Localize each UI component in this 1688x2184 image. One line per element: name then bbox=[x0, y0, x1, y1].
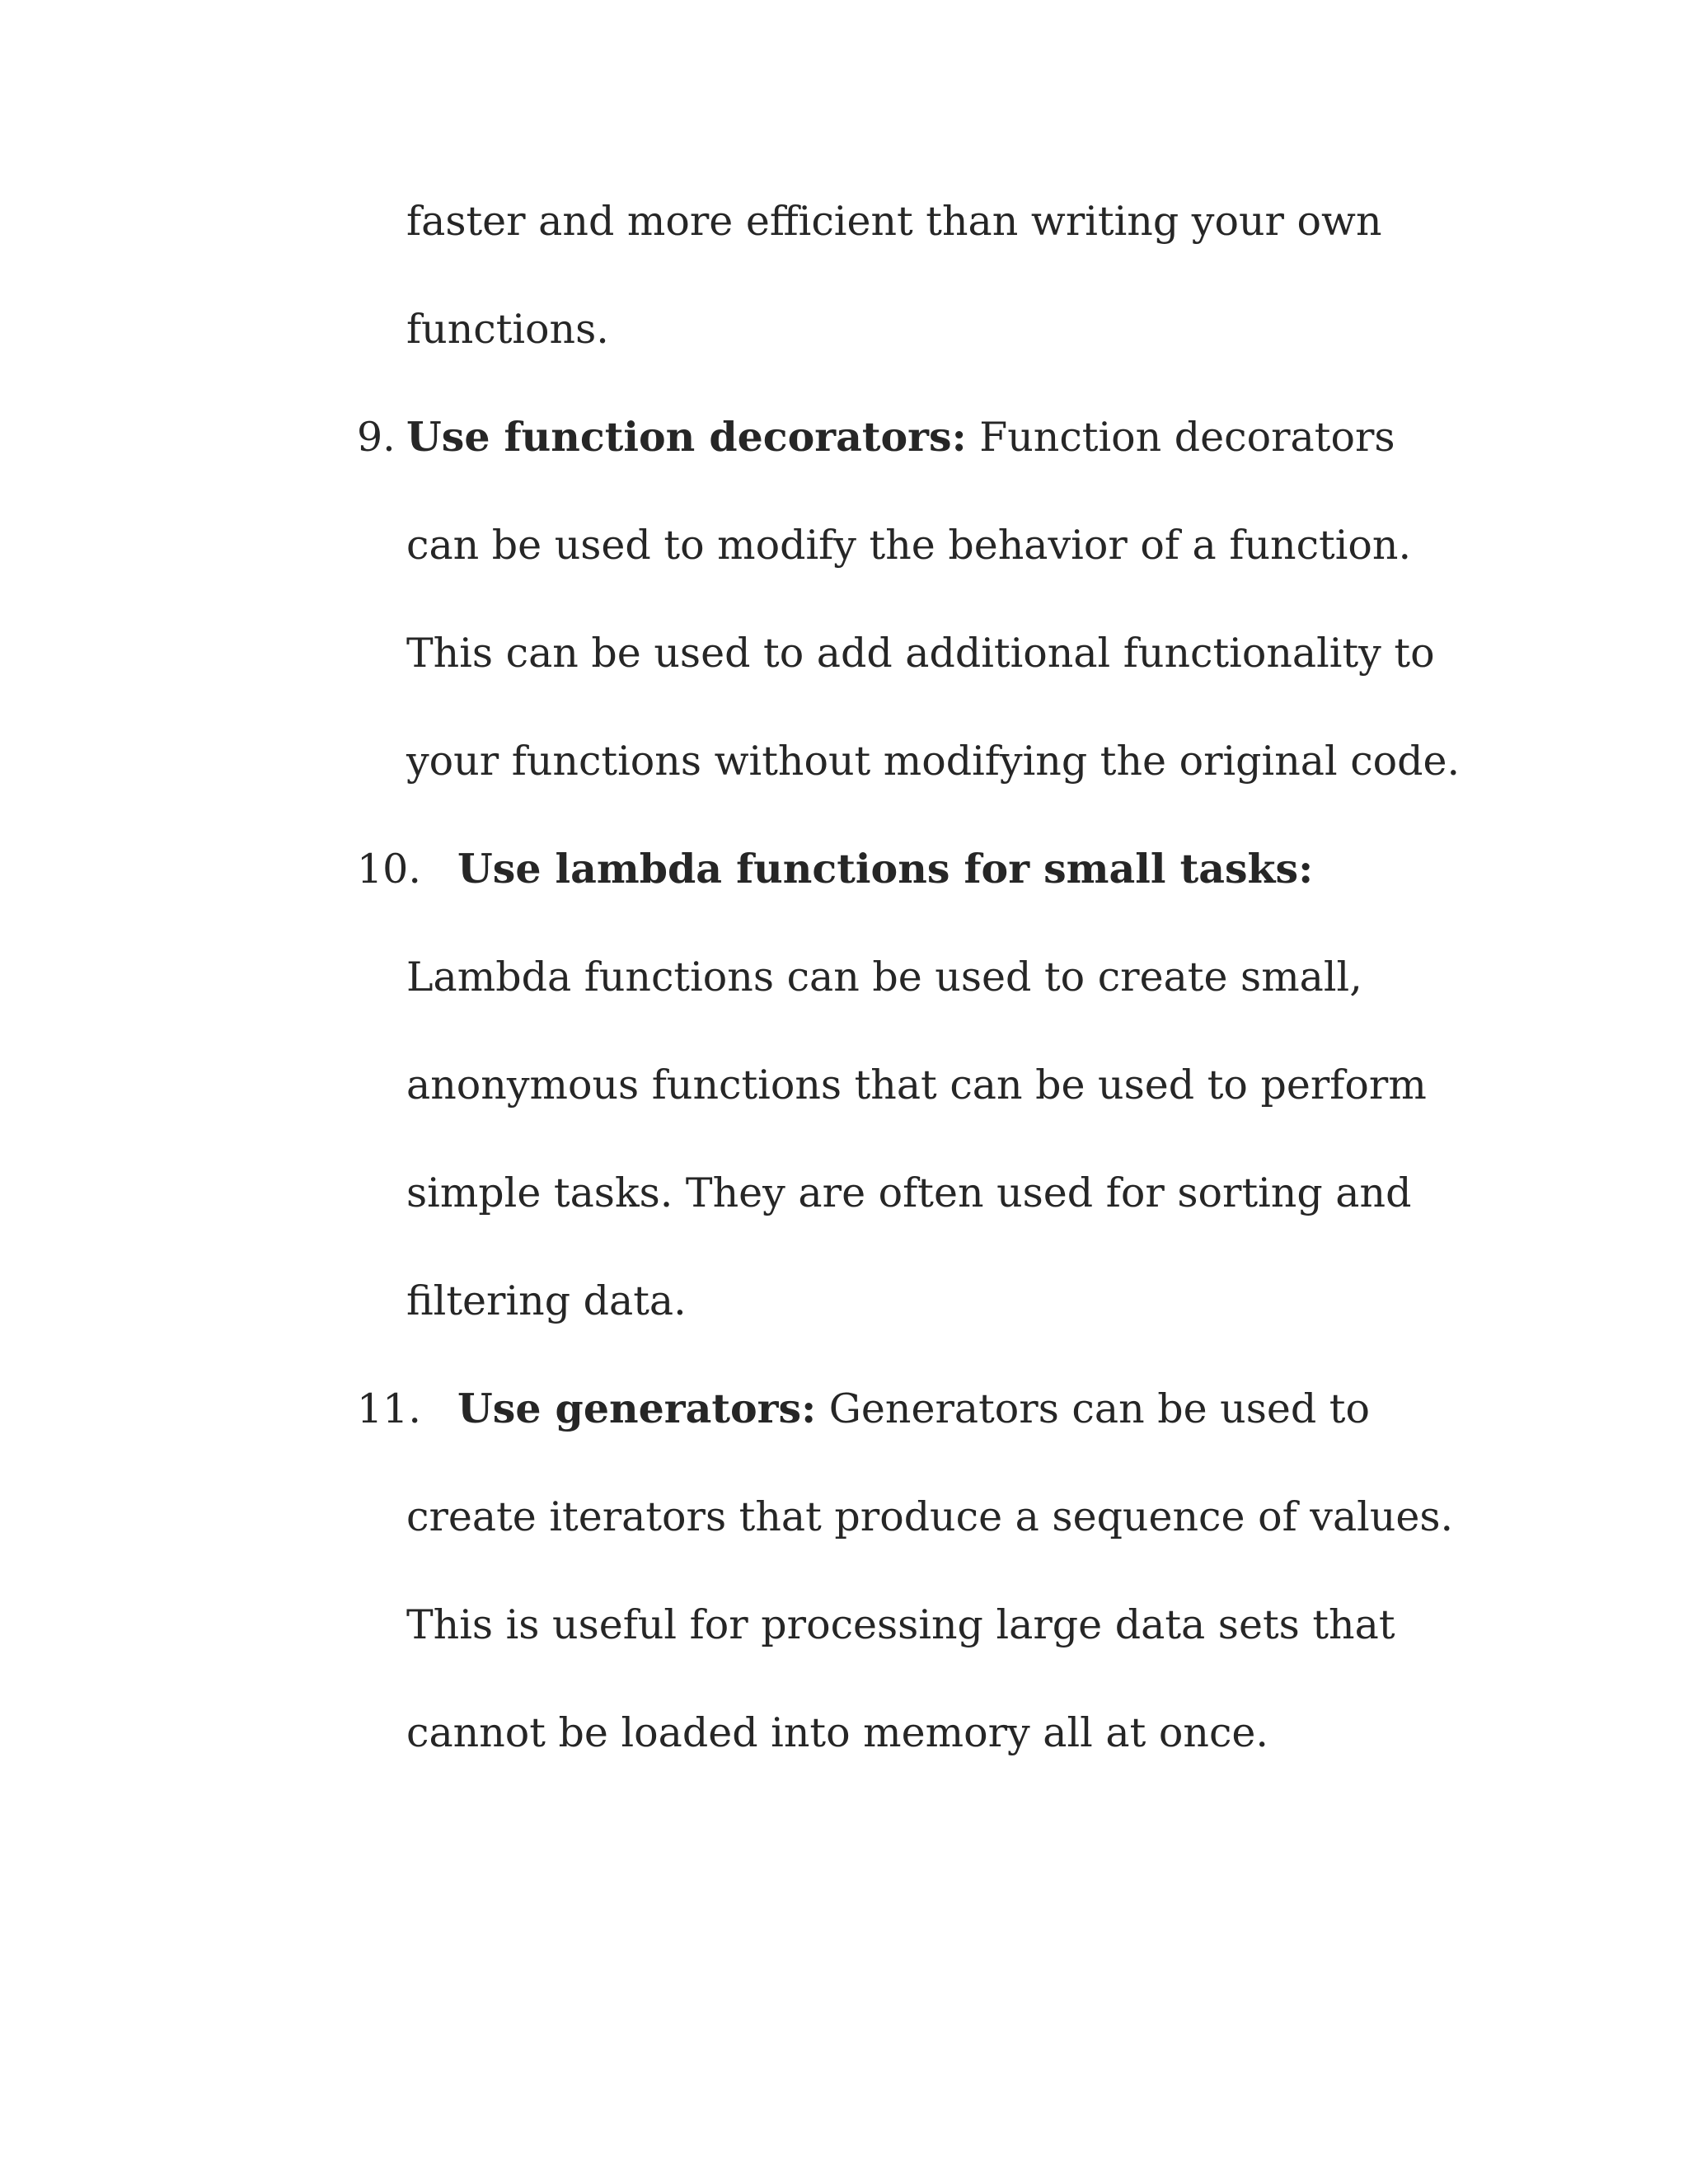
list-item-number: 11. bbox=[357, 1385, 421, 1432]
list-item-first-line bbox=[406, 383, 1395, 491]
list-item-heading: Use function decorators: bbox=[406, 413, 967, 461]
list-item-heading: Use generators: bbox=[457, 1385, 817, 1432]
paragraph-line: This is useful for processing large data sets that bbox=[406, 1601, 1395, 1648]
list-item-heading: Use lambda functions for small tasks: bbox=[457, 845, 1314, 893]
paragraph-line: simple tasks. They are often used for sorting and bbox=[406, 1169, 1412, 1216]
paragraph-line: create iterators that produce a sequence of values. bbox=[406, 1493, 1454, 1540]
paragraph-line: faster and more efficient than writing your own bbox=[406, 198, 1382, 245]
list-item-first-line bbox=[457, 1355, 1370, 1463]
paragraph-line: cannot be loaded into memory all at once. bbox=[406, 1709, 1268, 1756]
paragraph-line: functions. bbox=[406, 306, 609, 353]
list-item-number: 9. bbox=[357, 414, 396, 461]
paragraph-line: can be used to modify the behavior of a function. bbox=[406, 522, 1412, 569]
paragraph-line: filtering data. bbox=[406, 1277, 687, 1324]
paragraph-line: This can be used to add additional functionality to bbox=[406, 630, 1435, 677]
paragraph-line: Lambda functions can be used to create small, bbox=[406, 954, 1362, 1001]
list-item-text: Generators can be used to bbox=[816, 1385, 1370, 1432]
paragraph-line: anonymous functions that can be used to perform bbox=[406, 1062, 1427, 1108]
paragraph-line: your functions without modifying the original code. bbox=[406, 738, 1461, 785]
list-item-text: Function decorators bbox=[966, 414, 1395, 461]
list-item-first-line bbox=[457, 815, 1313, 923]
list-item-number: 10. bbox=[357, 846, 421, 893]
